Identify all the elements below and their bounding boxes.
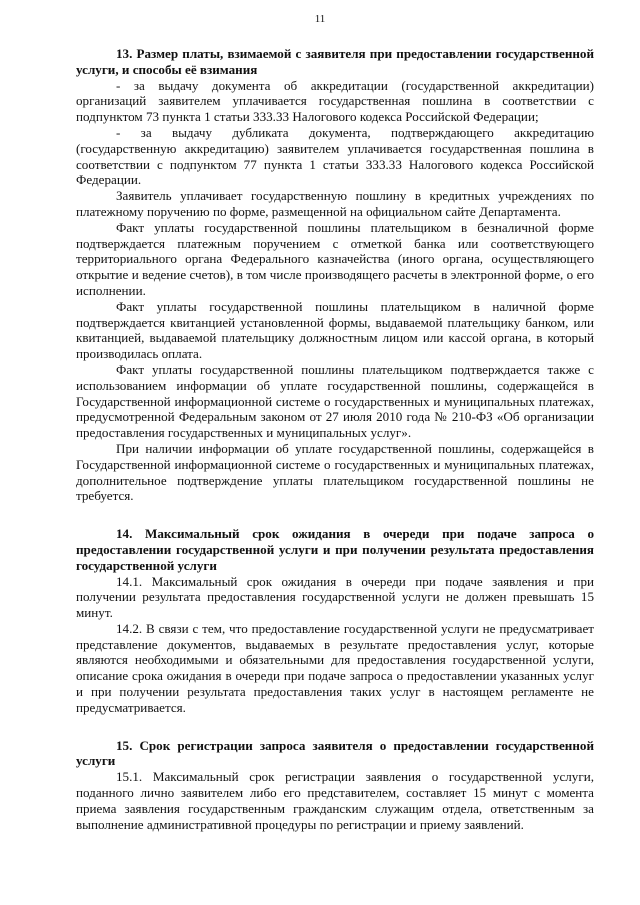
section-15-paragraph: 15.1. Максимальный срок регистрации заявления о государственной услуги, поданного лично заявителем либо его представителем, составляет 15 минут с момента приема заявления государственным гражданским служащим отдела, ответственным за выполнение административной процедуры по регистрации и приему заявлений.: [76, 769, 594, 832]
section-13-paragraph: - за выдачу дубликата документа, подтверждающего аккредитацию (государственную аккредитацию) заявителем уплачивается государственная пошлина в соответствии с подпунктом 77 пункта 1 статьи 333.33 Налогового кодекса Российской Федерации.: [76, 124, 594, 188]
section-14: [76, 526, 594, 716]
page-number: 11: [314, 13, 326, 25]
section-13-paragraph: - за выдачу документа об аккредитации (государственной аккредитации) организаций заявителем уплачивается государственная пошлина в соответствии с подпунктом 73 пункта 1 статьи 333.33 Налогового кодекса Российской Федерации;: [76, 77, 594, 125]
section-14-paragraph: 14.2. В связи с тем, что предоставление государственной услуги не предусматривает представление документов, выдаваемых в результате предоставления услуг, которые являются необходимыми и обязательными для предоставления государственной услуги, описание срока ожидания в очереди при подаче запроса о предоставлении указанных услуг и при получении результата предоставления таких услуг в настоящем регламенте не предусматривается.: [76, 620, 594, 715]
section-13-paragraph: Факт уплаты государственной пошлины плательщиком в безналичной форме подтверждается платежным поручением с отметкой банка или соответствующего территориального органа Федерального казначейства (иного органа, осуществляющего открытие и ведение счетов), в том числе производящего расчеты в электронной форме, о его исполнении.: [76, 219, 594, 298]
section-15-heading: 15. Срок регистрации запроса заявителя о предоставлении государственной услуги: [76, 737, 594, 769]
section-13-heading: 13. Размер платы, взимаемой с заявителя при предоставлении государственной услуги, и способы её взимания: [76, 46, 594, 77]
section-13-paragraph: Факт уплаты государственной пошлины плательщиком подтверждается также с использованием информации об уплате государственной пошлины, содержащейся в Государственной информационной системе о государственных и муниципальных платежах, предусмотренной Федеральным законом от 27 июля 2010 года № 210-ФЗ «Об организации предоставления государственных и муниципальных услуг».: [76, 361, 594, 441]
section-13: [76, 46, 594, 504]
section-14-paragraph: 14.1. Максимальный срок ожидания в очереди при подаче заявления и при получении результата предоставления государственной услуги не должен превышать 15 минут.: [76, 573, 594, 621]
section-13-paragraph: Заявитель уплачивает государственную пошлину в кредитных учреждениях по платежному поручению по форме, размещенной на официальном сайте Департамента.: [76, 188, 594, 219]
section-13-paragraph: При наличии информации об уплате государственной пошлины, содержащейся в Государственной информационной системе о государственных и муниципальных платежах, дополнительное подтверждение уплаты плательщиком государственной пошлины не требуется.: [76, 440, 594, 504]
section-13-paragraph: Факт уплаты государственной пошлины плательщиком в наличной форме подтверждается квитанцией установленной формы, выдаваемой плательщику банком, или квитанцией, выдаваемой плательщику должностным лицом или кассой органа, в который производилась оплата.: [76, 298, 594, 362]
document-body: [76, 46, 594, 832]
section-15: [76, 738, 594, 833]
section-spacer: [76, 504, 594, 526]
section-spacer: [76, 716, 594, 738]
section-14-heading: 14. Максимальный срок ожидания в очереди при подаче запроса о предоставлении государственной услуги и при получении результата предоставления государственной услуги: [76, 526, 594, 573]
